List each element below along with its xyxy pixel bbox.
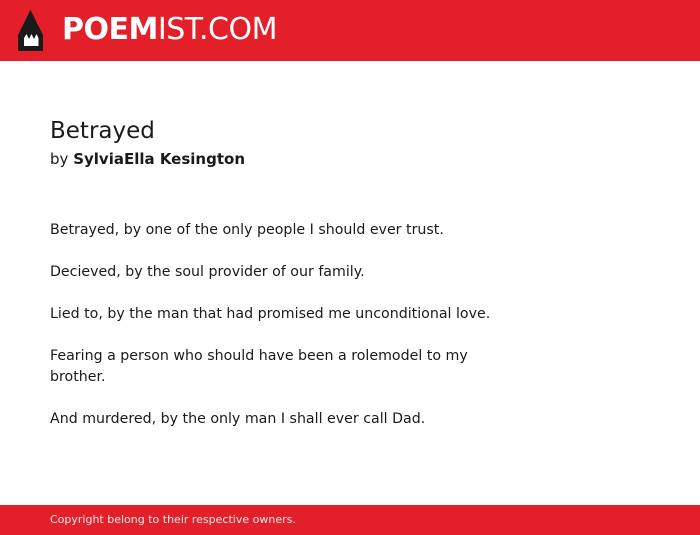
poem-line: And murdered, by the only man I shall ever call Dad. bbox=[50, 411, 426, 427]
poem-line: Decieved, by the soul provider of our family. bbox=[50, 264, 365, 280]
site-footer bbox=[0, 505, 700, 535]
poem-line: Betrayed, by one of the only people I should ever trust. bbox=[50, 222, 444, 238]
poem-line: Lied to, by the man that had promised me unconditional love. bbox=[50, 306, 491, 322]
site-logo[interactable] bbox=[62, 12, 277, 48]
poem-content bbox=[50, 116, 510, 451]
logo-light-text: IST.COM bbox=[157, 12, 277, 47]
copyright-text: Copyright belong to their respective owners. bbox=[50, 513, 296, 526]
byline bbox=[50, 146, 510, 172]
site-header bbox=[0, 0, 700, 61]
author-name: SylviaElla Kesington bbox=[73, 150, 245, 168]
poem-line: Fearing a person who should have been a rolemodel to my brother. bbox=[50, 348, 468, 385]
poem-title: Betrayed bbox=[50, 118, 155, 144]
logo-bold-text: POEM bbox=[62, 12, 158, 47]
by-label: by bbox=[50, 150, 69, 168]
pencil-icon[interactable] bbox=[17, 9, 44, 52]
poem-body bbox=[50, 220, 510, 430]
